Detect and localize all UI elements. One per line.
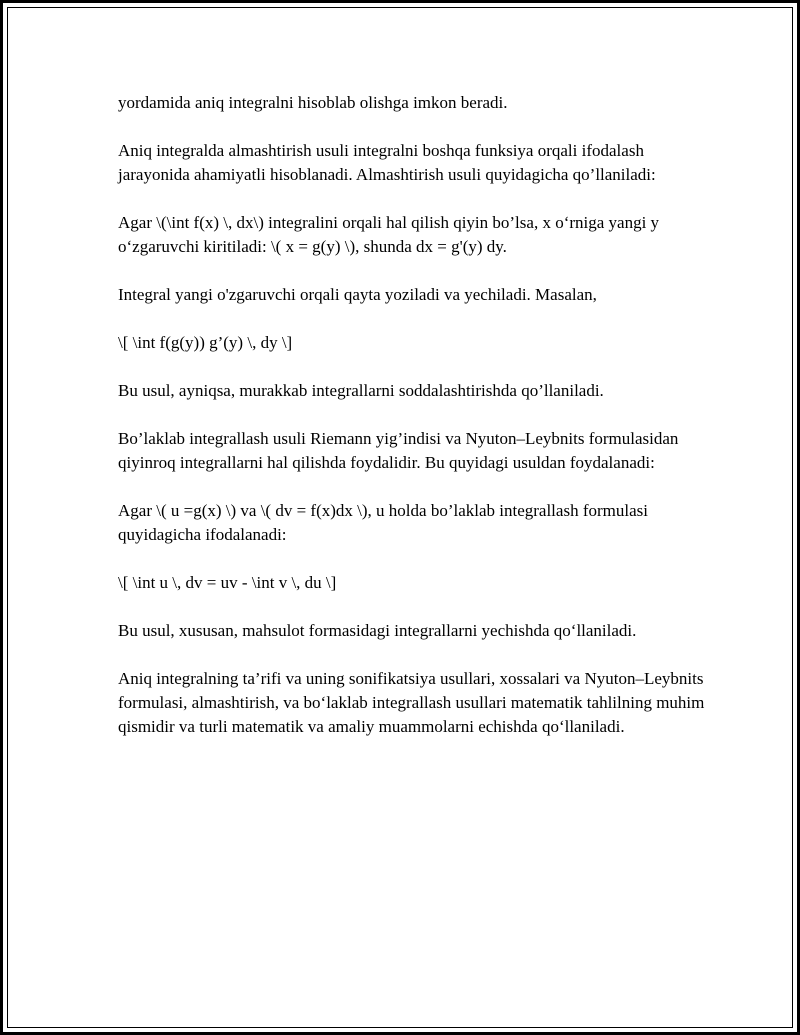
document-body [118, 91, 718, 763]
paragraph: Bu usul, ayniqsa, murakkab integrallarni soddalashtirishda qo’llaniladi. [118, 381, 604, 400]
paragraph: Bu usul, xususan, mahsulot formasidagi integrallarni yechishda qo‘llaniladi. [118, 621, 637, 640]
paragraph: yordamida aniq integralni hisoblab olishga imkon beradi. [118, 93, 508, 112]
paragraph: Agar \(\int f(x) \, dx\) integralini orqali hal qilish qiyin bo’lsa, x o‘rniga yangi y o‘zgaruvchi kiritiladi: \( x = g(y) \), shunda dx = g'(y) dy. [118, 213, 660, 256]
paragraph: Bo’laklab integrallash usuli Riemann yig’indisi va Nyuton–Leybnits formulasidan qiyinroq integrallarni hal qilishda foydalidir. Bu quyidagi usuldan foydalanadi: [118, 429, 679, 472]
formula-line: \[ \int f(g(y)) g’(y) \, dy \] [118, 333, 293, 352]
paragraph: Integral yangi o'zgaruvchi orqali qayta yoziladi va yechiladi. Masalan, [118, 285, 597, 304]
formula-line: \[ \int u \, dv = uv - \int v \, du \] [118, 573, 337, 592]
paragraph: Aniq integralda almashtirish usuli integralni boshqa funksiya orqali ifodalash jarayonida ahamiyatli hisoblanadi. Almashtirish usuli quyidagicha qo’llaniladi: [118, 141, 656, 184]
paragraph: Agar \( u =g(x) \) va \( dv = f(x)dx \), u holda bo’laklab integrallash formulasi quyidagicha ifodalanadi: [118, 501, 648, 544]
paragraph: Aniq integralning ta’rifi va uning sonifikatsiya usullari, xossalari va Nyuton–Leybnits formulasi, almashtirish, va bo‘laklab integrallash usullari matematik tahlilning muhim qismidir va turli matematik va amaliy muammolarni echishda qo‘llaniladi. [118, 669, 705, 736]
